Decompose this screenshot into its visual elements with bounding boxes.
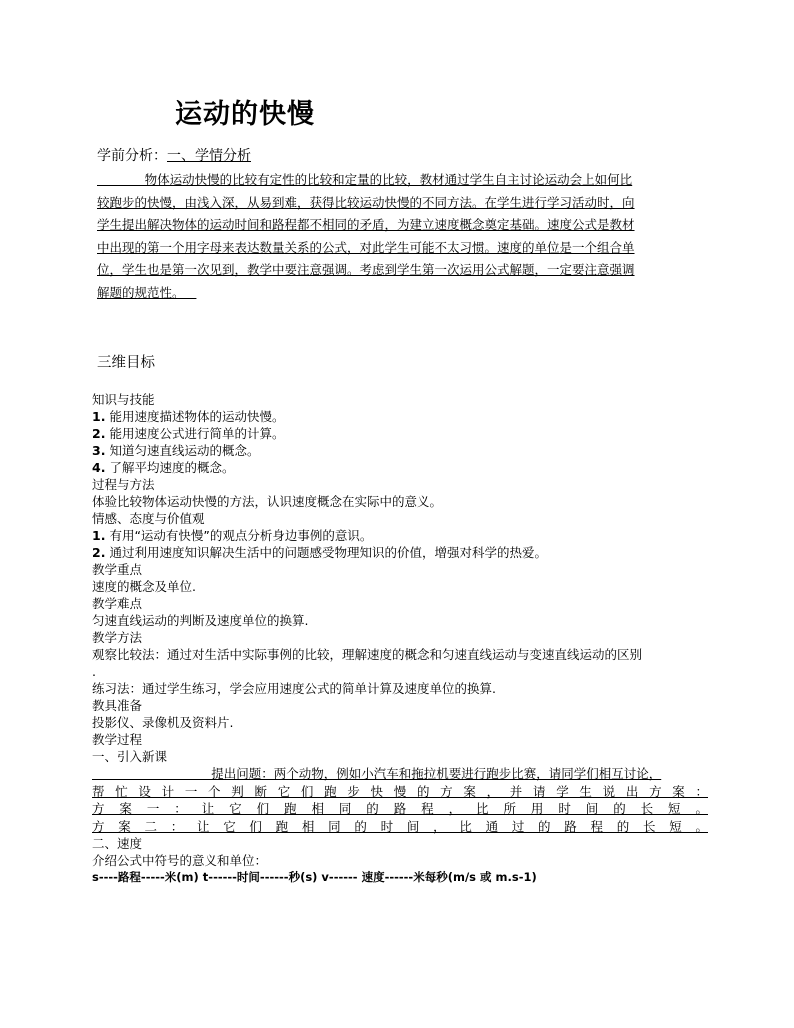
process-text: 体验比较物体运动快慢的方法，认识速度概念在实际中的意义。 [92, 494, 443, 509]
process-heading: 过程与方法 [92, 477, 155, 492]
page-title: 运动的快慢 [175, 99, 315, 130]
list-item: 1. 能用速度描述物体的运动快慢。 [92, 409, 285, 424]
intro-line: 方案一：让它们跑相同的路程，比所用时间的长短。 [92, 801, 708, 816]
analysis-line: 中出现的第一个用字母来表达数量关系的公式，对此学生可能不太习惯。速度的单位是一个组合单 [97, 239, 635, 255]
analysis-line: 位，学生也是第一次见到，教学中要注意强调。考虑到学生第一次运用公式解题，一定要注意强调 [97, 262, 635, 277]
analysis-line: 较跑步的快慢，由浅入深，从易到难，获得比较运动快慢的不同方法。在学生进行学习活动时，向 [97, 194, 635, 210]
practice-method: 练习法：通过学生练习，学会应用速度公式的简单计算及速度单位的换算. [92, 681, 496, 696]
tools-heading: 教具准备 [92, 698, 143, 713]
list-item: 4. 了解平均速度的概念。 [92, 460, 235, 475]
pre-analysis-label: 学前分析： [97, 148, 167, 164]
difficulty-heading: 教学难点 [92, 596, 143, 611]
list-item: 3. 知道匀速直线运动的概念。 [92, 443, 260, 458]
list-item: 2. 通过利用速度知识解决生活中的问题感受物理知识的价值，增强对科学的热爱。 [92, 545, 547, 560]
list-item: 2. 能用速度公式进行简单的计算。 [92, 426, 285, 441]
speed-heading: 二、速度 [92, 836, 143, 851]
difficulty-text: 匀速直线运动的判断及速度单位的换算. [92, 613, 309, 628]
analysis-line: 学生提出解决物体的运动时间和路程都不相同的矛盾，为建立速度概念奠定基础。速度公式是教材 [97, 217, 635, 232]
speed-formula: s----路程-----米(m) t------时间------秒(s) v------ 速度------米每秒(m/s 或 m.s-1) [92, 870, 537, 884]
three-goals-heading: 三维目标 [97, 355, 155, 371]
tools-text: 投影仪、录像机及资料片. [92, 715, 234, 730]
analysis-line: 解题的规范性。 [97, 284, 197, 300]
list-item: 1. 有用“运动有快慢”的观点分析身边事例的意识。 [92, 528, 373, 543]
goals-section [92, 391, 708, 886]
knowledge-heading: 知识与技能 [92, 392, 155, 407]
pre-analysis [97, 145, 251, 165]
analysis-line: 物体运动快慢的比较有定性的比较和定量的比较，教材通过学生自主讨论运动会上如何比 [97, 172, 633, 187]
intro-heading: 一、引入新课 [92, 749, 168, 764]
intro-line: 帮忙设计一个判断它们跑步快慢的方案，并请学生说出方案： [92, 783, 708, 799]
observe-method-line: 观察比较法：通过对生活中实际事例的比较，理解速度的概念和匀速直线运动与变速直线运动的区别 [92, 647, 643, 662]
key-point-text: 速度的概念及单位. [92, 579, 196, 594]
teaching-process-heading: 教学过程 [92, 732, 143, 747]
pre-analysis-heading: 一、学情分析 [167, 148, 251, 164]
intro-line: 提出问题：两个动物，例如小汽车和拖拉机要进行跑步比赛，请同学们相互讨论， [92, 766, 662, 781]
speed-intro: 介绍公式中符号的意义和单位： [92, 853, 268, 868]
intro-line: 方案二：让它们跑相同的时间，比通过的路程的长短。 [92, 818, 708, 834]
analysis-paragraph [97, 169, 697, 304]
observe-method-line: . [92, 664, 96, 679]
method-heading: 教学方法 [92, 630, 143, 645]
attitude-heading: 情感、态度与价值观 [92, 511, 205, 526]
key-point-heading: 教学重点 [92, 562, 143, 577]
